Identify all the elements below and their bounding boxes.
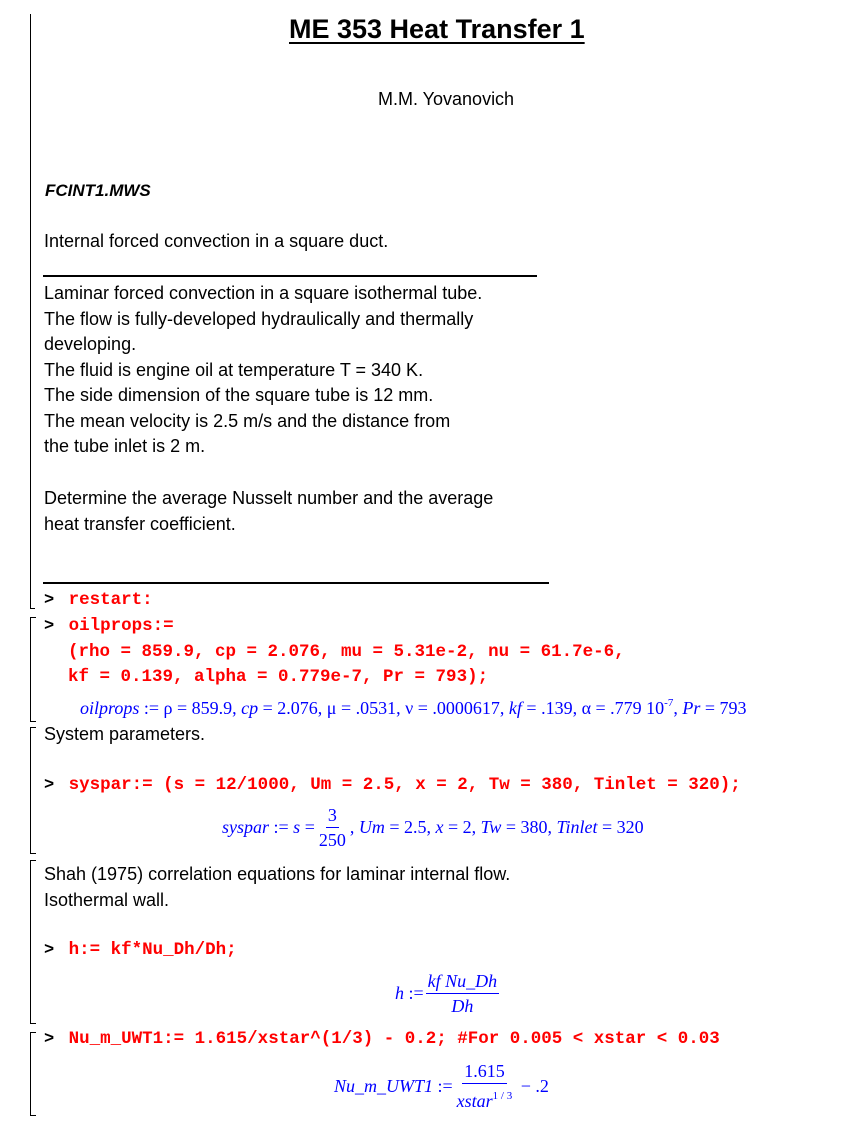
task-statement [44, 486, 493, 537]
oilprops-group-bracket [30, 617, 36, 722]
problem-statement [44, 281, 482, 460]
author: M.M. Yovanovich [378, 89, 515, 109]
cell-h[interactable] [44, 938, 237, 964]
alpha-exponent: -7 [664, 697, 674, 709]
output-lhs: syspar [222, 817, 270, 837]
output-lhs: oilprops [80, 698, 140, 718]
cell-nu-m[interactable] [44, 1027, 720, 1053]
syspar-label: System parameters. [44, 724, 206, 744]
nu-m-tail: − .2 [520, 1075, 549, 1096]
oilprops-input-line[interactable]: kf = 0.139, alpha = 0.779e-7, Pr = 793); [68, 667, 489, 687]
task-line: heat transfer coefficient. [44, 513, 236, 534]
h-label-line: Isothermal wall. [44, 889, 170, 910]
problem-line: The side dimension of the square tube is 12 mm. [44, 385, 434, 405]
alpha-base: 10 [646, 698, 665, 718]
pr-value: 793 [719, 698, 747, 718]
assign-op: := [408, 983, 424, 1003]
s-denominator: 250 [318, 830, 346, 850]
task-line: Determine the average Nusselt number and the average [44, 488, 494, 508]
tw-value: 380 [520, 817, 548, 837]
divider-bottom [43, 582, 549, 584]
nu-value: .0000617 [432, 698, 500, 718]
tinlet-value: 320 [616, 817, 644, 837]
oilprops-input-line[interactable]: (rho = 859.9, cp = 2.076, mu = 5.31e-2, nu = 61.7e-6, [68, 641, 625, 662]
x-value: 2 [462, 817, 472, 837]
s-numerator: 3 [326, 804, 339, 828]
h-denominator: Dh [451, 996, 474, 1016]
prompt-icon: > [44, 617, 55, 636]
problem-line: the tube inlet is 2 m. [44, 436, 206, 456]
problem-line: developing. [44, 334, 137, 354]
syspar-group-bracket [30, 727, 36, 854]
kf-value: .139 [541, 698, 573, 718]
oilprops-output: oilprops := ρ = 859.9, cp = 2.076, μ = .0531, ν = .0000617, kf = .139, α = .779 $10^{-7}$, Pr = 793 [80, 697, 747, 718]
cell-oilprops[interactable] [44, 614, 625, 691]
divider-top [43, 275, 537, 277]
output-lhs: Nu_m_UWT1 [334, 1075, 434, 1096]
s-fraction [317, 804, 348, 851]
section-bracket-foot [30, 608, 35, 609]
cell-restart[interactable] [44, 588, 153, 614]
syspar-input[interactable]: syspar:= (s = 12/1000, Um = 2.5, x = 2, Tw = 380, Tinlet = 320); [68, 775, 741, 795]
restart-input[interactable]: restart: [68, 590, 153, 610]
um-value: 2.5 [404, 817, 427, 837]
nu-m-denominator-wrap [455, 1084, 515, 1112]
nu-m-exponent: 1 / 3 [492, 1090, 513, 1102]
h-group-bracket [30, 860, 36, 1024]
worksheet-filename: FCINT1.MWS [45, 181, 151, 200]
h-input[interactable]: h:= kf*Nu_Dh/Dh; [68, 940, 237, 960]
h-label [44, 862, 510, 913]
prompt-icon: > [44, 591, 55, 610]
nu-m-numerator: 1.615 [462, 1060, 507, 1084]
h-numerator: kf Nu_Dh [426, 970, 500, 994]
problem-line: The fluid is engine oil at temperature T = 340 K. [44, 359, 424, 380]
problem-line: Laminar forced convection in a square isothermal tube. [44, 283, 483, 303]
oilprops-input-line[interactable]: oilprops:= [68, 616, 174, 636]
rho-value: 859.9 [191, 698, 233, 718]
prompt-icon: > [44, 1030, 55, 1049]
cell-syspar[interactable] [44, 773, 741, 799]
mu-value: .0531 [355, 698, 397, 718]
nu-m-denominator: xstar [456, 1091, 493, 1111]
nu-m-fraction [455, 1060, 515, 1112]
nu-m-output [334, 1060, 549, 1112]
cp-value: 2.076 [277, 698, 318, 718]
assign-op: := [273, 817, 289, 837]
assign-op: := [143, 698, 159, 718]
nu-m-input[interactable]: Nu_m_UWT1:= 1.615/xstar^(1/3) - 0.2; #For 0.005 < xstar < 0.03 [68, 1029, 720, 1049]
page-title: ME 353 Heat Transfer 1 [289, 14, 585, 44]
problem-line: The mean velocity is 2.5 m/s and the distance from [44, 410, 451, 431]
problem-line: The flow is fully-developed hydraulically and thermally [44, 308, 474, 329]
prompt-icon: > [44, 941, 55, 960]
prompt-icon: > [44, 776, 55, 795]
num-group-bracket [30, 1032, 36, 1116]
syspar-output: syspar := s = $\frac{3}{250}$ , Um = 2.5 , x = 2 , Tw = 380 , Tinlet = 320 [222, 805, 644, 850]
intro-subtitle: Internal forced convection in a square duct. [44, 231, 389, 251]
output-lhs: h [395, 983, 404, 1003]
alpha-mantissa: .779 [610, 698, 642, 718]
assign-op: := [437, 1075, 453, 1096]
section-bracket-line [30, 14, 31, 609]
h-fraction [426, 970, 500, 1017]
h-output [395, 970, 501, 1017]
h-label-line: Shah (1975) correlation equations for laminar internal flow. [44, 864, 511, 884]
